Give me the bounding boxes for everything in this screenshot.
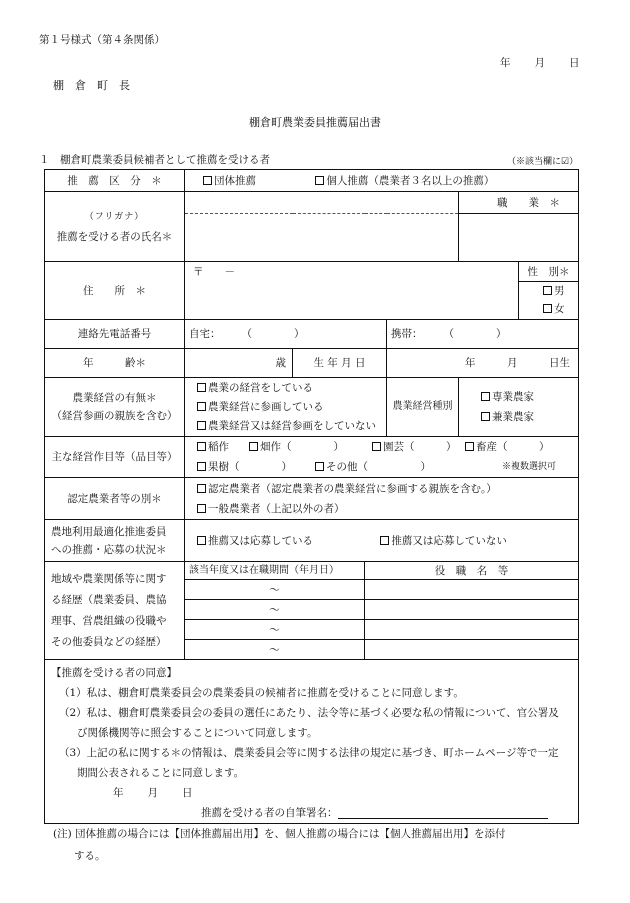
page-title: 棚倉町農業委員推薦届出書 [249,116,381,129]
checkbox-icon[interactable] [197,462,206,471]
name-label-cell [45,192,185,262]
checkbox-icon[interactable] [249,442,258,451]
consent-date: 年 月 日 [113,787,194,799]
promo-no-option[interactable]: 推薦又は応募していない [380,535,507,547]
phone-mobile-field[interactable]: 携帯： （ ） [387,320,579,349]
mgmt-opt1[interactable]: 農業の経営をしている [197,379,382,398]
rec-type-label: 推 薦 区 分 ＊ [45,170,185,192]
checkbox-icon[interactable] [372,442,381,451]
note-line-1: (注) 団体推薦の場合には【団体推薦届出用】を、個人推薦の場合には【個人推薦届出用】を添付 [53,828,506,840]
consent-heading: 【推薦を受ける者の同意】 [51,667,177,679]
cert-opt2[interactable]: 一般農業者（上記以外の者） [197,499,574,519]
gender-male-option[interactable]: 男 [519,282,579,300]
mgmt-options [185,378,387,437]
rec-type-options [185,170,579,192]
mgmt-label-cell: 農業経営の有無＊ （経営参画の親族を含む） [45,378,185,437]
mgmt-opt2[interactable]: 農業経営に参画している [197,398,382,417]
section-heading: １ 棚倉町農業委員候補者として推薦を受ける者 [39,154,270,166]
rec-type-individual-option[interactable]: 個人推薦（農業者３名以上の推薦） [315,175,494,187]
career-label-cell: 地域や農業関係等に関す る経歴（農業委員、農協 理事、営農組織の役職や その他委員などの経歴） [45,562,185,660]
checkbox-icon[interactable] [380,536,389,545]
age-label: 年 齢＊ [45,349,185,378]
mgmt-type-part[interactable]: 兼業農家 [481,407,574,427]
career-col-role: 役 職 名 等 [365,562,579,580]
crop-other[interactable]: その他（ ） [315,457,431,477]
cert-opt1[interactable]: 認定農業者（認定農業者の農業経営に参画する親族を含む。） [197,479,574,499]
mgmt-type-options [459,378,579,437]
career-role-row[interactable] [365,620,579,640]
addressee: 棚 倉 町 長 [53,79,130,92]
checkbox-icon[interactable] [197,504,206,513]
name-label: 推薦を受ける者の氏名＊ [56,230,173,243]
career-role-row[interactable] [365,600,579,620]
phone-label: 連絡先電話番号 [45,320,185,349]
checkbox-icon[interactable] [543,286,552,295]
form-number: 第１号様式（第４条関係） [39,34,165,46]
occupation-label: 職 業 ＊ [459,192,579,214]
rec-type-group-option[interactable]: 団体推薦 [203,175,256,187]
signature-row [51,803,572,823]
cert-label: 認定農業者等の別＊ [45,478,185,520]
consent-item-1: （1）私は、棚倉町農業委員会の農業委員の候補者に推薦を受けることに同意します。 [59,687,464,699]
crop-rice[interactable]: 稲作 [197,437,229,457]
career-role-row[interactable] [365,640,579,660]
consent-item-2b: び関係機関等に照会することについて同意します。 [77,727,318,739]
birth-field[interactable]: 年 月 日生 [387,349,579,378]
gender-label: 性 別＊ [519,262,579,282]
checkbox-icon[interactable] [481,392,490,401]
crop-field[interactable]: 畑作（ ） [249,437,344,457]
gender-female-option[interactable]: 女 [519,300,579,320]
promo-label-cell: 農地利用最適化推進委員 への推薦・応募の状況＊ [45,520,185,562]
career-role-row[interactable] [365,580,579,600]
career-period-row[interactable]: ～ [185,600,365,620]
checkbox-icon[interactable] [203,176,212,185]
candidate-form-table [44,169,579,824]
consent-section [45,660,579,824]
career-col-period: 該当年度又は在職期間（年月日） [185,562,365,580]
signature-label: 推薦を受ける者の自筆署名： [201,807,338,819]
name-field[interactable] [185,214,459,262]
signature-field[interactable] [338,806,548,819]
crops-options [185,437,579,478]
mgmt-type-full[interactable]: 専業農家 [481,387,574,407]
checkbox-icon[interactable] [197,442,206,451]
promo-options [185,520,579,562]
checkbox-icon[interactable] [197,421,206,430]
career-period-row[interactable]: ～ [185,580,365,600]
note-line-2: する。 [74,850,106,862]
phone-home-field[interactable]: 自宅： （ ） [185,320,387,349]
checkbox-icon[interactable] [465,442,474,451]
birth-label: 生 年 月 日 [293,349,387,378]
career-period-row[interactable]: ～ [185,640,365,660]
furigana-field[interactable] [185,192,459,214]
consent-item-3a: （3）上記の私に関する＊の情報は、農業委員会等に関する法律の規定に基づき、町ホームページ等で一定 [59,747,559,759]
address-field[interactable]: 〒 － [185,262,519,320]
checkbox-icon[interactable] [481,412,490,421]
occupation-field[interactable] [459,214,579,262]
header-date: 年 月 日 [500,57,581,69]
address-label: 住 所 ＊ [45,262,185,320]
career-period-row[interactable]: ～ [185,620,365,640]
crop-hort[interactable]: 園芸（ ） [372,437,457,457]
checkbox-icon[interactable] [197,484,206,493]
mgmt-type-label: 農業経営種別 [387,378,459,437]
consent-item-3b: 期間公表されることに同意します。 [77,767,245,779]
crops-label: 主な経営作目等（品目等） [45,437,185,478]
cert-options [185,478,579,520]
consent-item-2a: （2）私は、棚倉町農業委員会の委員の選任にあたり、法令等に基づく必要な私の情報について、官公署及 [59,707,559,719]
multi-select-note: ※複数選択可 [502,462,557,472]
age-field[interactable]: 歳 [185,349,293,378]
promo-yes-option[interactable]: 推薦又は応募している [197,535,313,547]
mgmt-opt3[interactable]: 農業経営又は経営参画をしていない [197,417,382,436]
checkbox-icon[interactable] [543,304,552,313]
crop-fruit[interactable]: 果樹（ ） [197,457,292,477]
furigana-label: （フリガナ） [84,211,145,222]
crop-livestock[interactable]: 畜産（ ） [465,437,550,457]
checkbox-icon[interactable] [315,462,324,471]
checkbox-icon[interactable] [315,176,324,185]
checkbox-icon[interactable] [197,402,206,411]
check-note: （※該当欄に☑） [507,157,579,167]
checkbox-icon[interactable] [197,383,206,392]
checkbox-icon[interactable] [197,536,206,545]
